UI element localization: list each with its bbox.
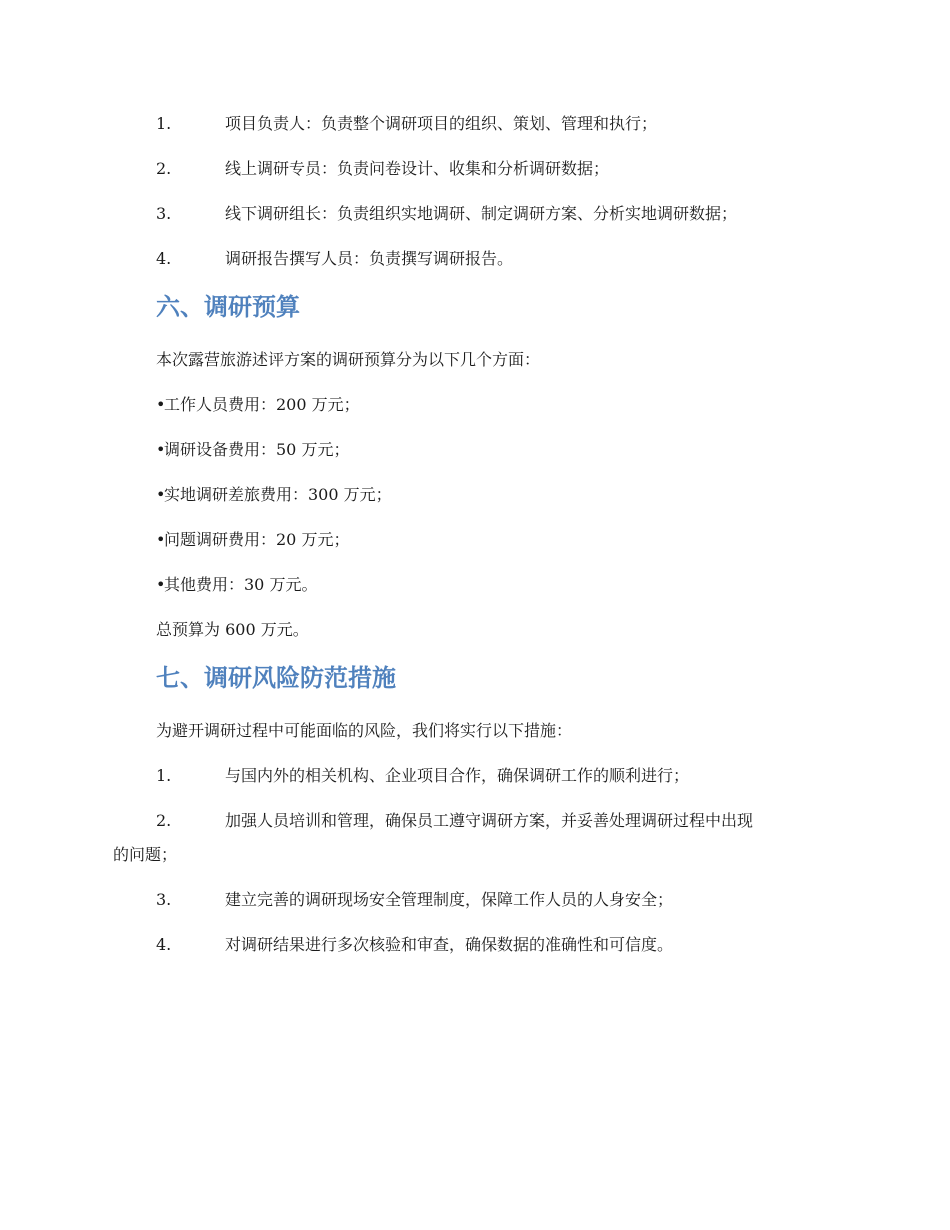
list-item-number: 3. <box>156 204 172 223</box>
budget-item-text: 实地调研差旅费用：300 万元； <box>164 485 392 504</box>
list-item <box>156 485 392 505</box>
list-item-text: 建立完善的调研现场安全管理制度，保障工作人员的人身安全； <box>225 890 674 909</box>
budget-intro: 本次露营旅游述评方案的调研预算分为以下几个方面： <box>156 350 541 369</box>
budget-item-text: 调研设备费用：50 万元； <box>164 440 350 459</box>
list-item-text-continued: 的问题； <box>113 845 178 864</box>
list-item <box>156 440 349 460</box>
list-item <box>156 530 349 550</box>
list-item-number: 1. <box>156 114 172 133</box>
section-heading-risk: 七、调研风险防范措施 <box>156 664 396 692</box>
bullet-icon: • <box>156 485 166 504</box>
list-item-text: 线上调研专员：负责问卷设计、收集和分析调研数据； <box>225 159 610 178</box>
list-item-number: 1. <box>156 766 172 785</box>
section-heading-budget: 六、调研预算 <box>156 293 300 321</box>
list-item-text: 线下调研组长：负责组织实地调研、制定调研方案、分析实地调研数据； <box>225 204 738 223</box>
budget-item-text: 问题调研费用：20 万元； <box>164 530 350 549</box>
budget-item-text: 工作人员费用：200 万元； <box>164 395 360 414</box>
list-item <box>156 395 360 415</box>
bullet-icon: • <box>156 395 166 414</box>
bullet-icon: • <box>156 575 166 594</box>
list-item-number: 3. <box>156 890 172 909</box>
list-item-number: 2. <box>156 159 172 178</box>
list-item-text: 加强人员培训和管理，确保员工遵守调研方案，并妥善处理调研过程中出现 <box>225 811 754 830</box>
list-item <box>156 575 317 595</box>
budget-total: 总预算为 600 万元。 <box>156 620 309 639</box>
list-item-text: 项目负责人：负责整个调研项目的组织、策划、管理和执行； <box>225 114 658 133</box>
bullet-icon: • <box>156 440 166 459</box>
list-item-text: 调研报告撰写人员：负责撰写调研报告。 <box>225 249 514 268</box>
list-item-number: 4. <box>156 935 172 954</box>
list-item-text: 与国内外的相关机构、企业项目合作，确保调研工作的顺利进行； <box>225 766 690 785</box>
list-item-text: 对调研结果进行多次核验和审查，确保数据的准确性和可信度。 <box>225 935 674 954</box>
risk-intro: 为避开调研过程中可能面临的风险，我们将实行以下措施： <box>156 721 573 740</box>
bullet-icon: • <box>156 530 166 549</box>
budget-item-text: 其他费用：30 万元。 <box>164 575 318 594</box>
list-item-number: 4. <box>156 249 172 268</box>
list-item-number: 2. <box>156 811 172 830</box>
